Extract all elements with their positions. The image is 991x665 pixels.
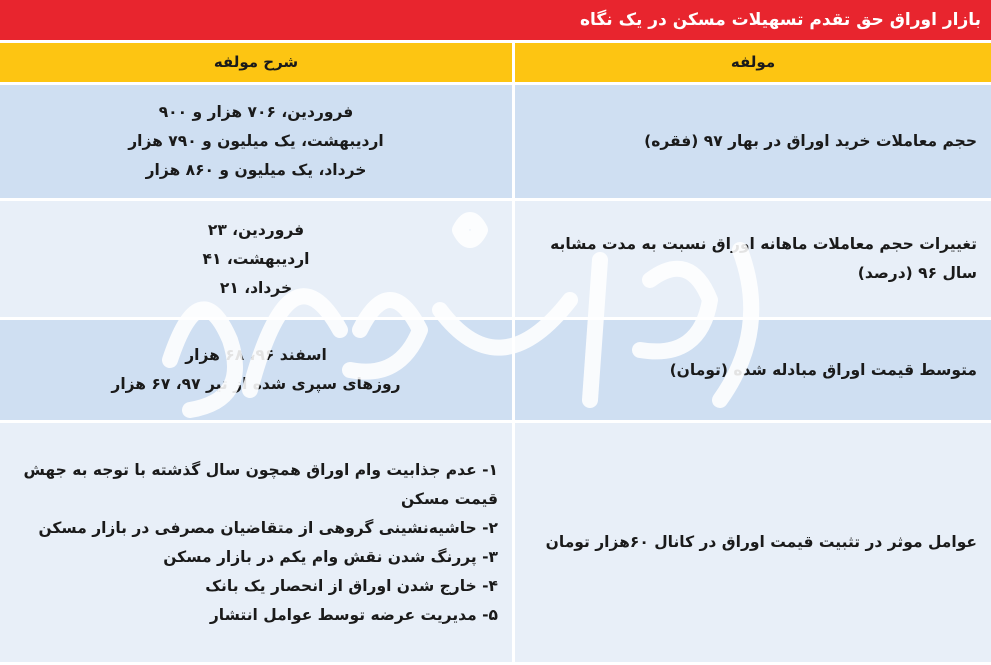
header-description: شرح مولفه bbox=[0, 43, 512, 85]
row-2-metric: تغییرات حجم معاملات ماهانه اوراق نسبت به مدت مشابه سال ۹۶ (درصد) bbox=[512, 201, 991, 320]
table-row bbox=[0, 201, 991, 320]
row-1-metric: حجم معاملات خرید اوراق در بهار ۹۷ (فقره) bbox=[512, 85, 991, 201]
table-row bbox=[0, 320, 991, 423]
row-4-line-5: ۵- مدیریت عرضه توسط عوامل انتشار bbox=[209, 605, 498, 624]
row-3-description bbox=[0, 320, 512, 423]
row-4-line-2: ۲- حاشیه‌نشینی گروهی از متقاضیان مصرفی در بازار مسکن bbox=[38, 518, 498, 537]
row-4-line-3: ۳- پررنگ شدن نقش وام یکم در بازار مسکن bbox=[163, 547, 498, 566]
row-2-line-3: خرداد، ۲۱ bbox=[219, 278, 293, 297]
row-1-line-3: خرداد، یک میلیون و ۸۶۰ هزار bbox=[145, 161, 367, 179]
table-title-text: بازار اوراق حق تقدم تسهیلات مسکن در یک نگاه bbox=[579, 10, 981, 30]
header-metric: مولفه bbox=[512, 43, 991, 85]
row-4-line-1: ۱- عدم جذابیت وام اوراق همچون سال گذشته با توجه به جهش قیمت مسکن bbox=[23, 460, 498, 508]
table-title bbox=[0, 0, 991, 40]
row-3-line-1: اسفند ۹۶، ۶۸ هزار bbox=[185, 346, 327, 364]
row-1-line-2: اردیبهشت، یک میلیون و ۷۹۰ هزار bbox=[128, 132, 384, 150]
row-4-description bbox=[0, 423, 512, 665]
table-row bbox=[0, 423, 991, 665]
header-row bbox=[0, 43, 991, 85]
row-2-line-2: اردیبهشت، ۴۱ bbox=[202, 249, 310, 268]
summary-table bbox=[0, 43, 991, 665]
row-4-metric: عوامل موثر در تثبیت قیمت اوراق در کانال ۶۰هزار تومان bbox=[512, 423, 991, 665]
row-2-description bbox=[0, 201, 512, 320]
table-row bbox=[0, 85, 991, 201]
row-1-line-1: فروردین، ۷۰۶ هزار و ۹۰۰ bbox=[158, 103, 354, 121]
row-3-line-2: روزهای سپری شده از تیر ۹۷، ۶۷ هزار bbox=[111, 375, 401, 393]
row-4-line-4: ۴- خارج شدن اوراق از انحصار یک بانک bbox=[205, 576, 498, 595]
row-1-description bbox=[0, 85, 512, 201]
row-2-line-1: فروردین، ۲۳ bbox=[207, 220, 305, 239]
row-3-metric: متوسط قیمت اوراق مبادله شده (تومان) bbox=[512, 320, 991, 423]
